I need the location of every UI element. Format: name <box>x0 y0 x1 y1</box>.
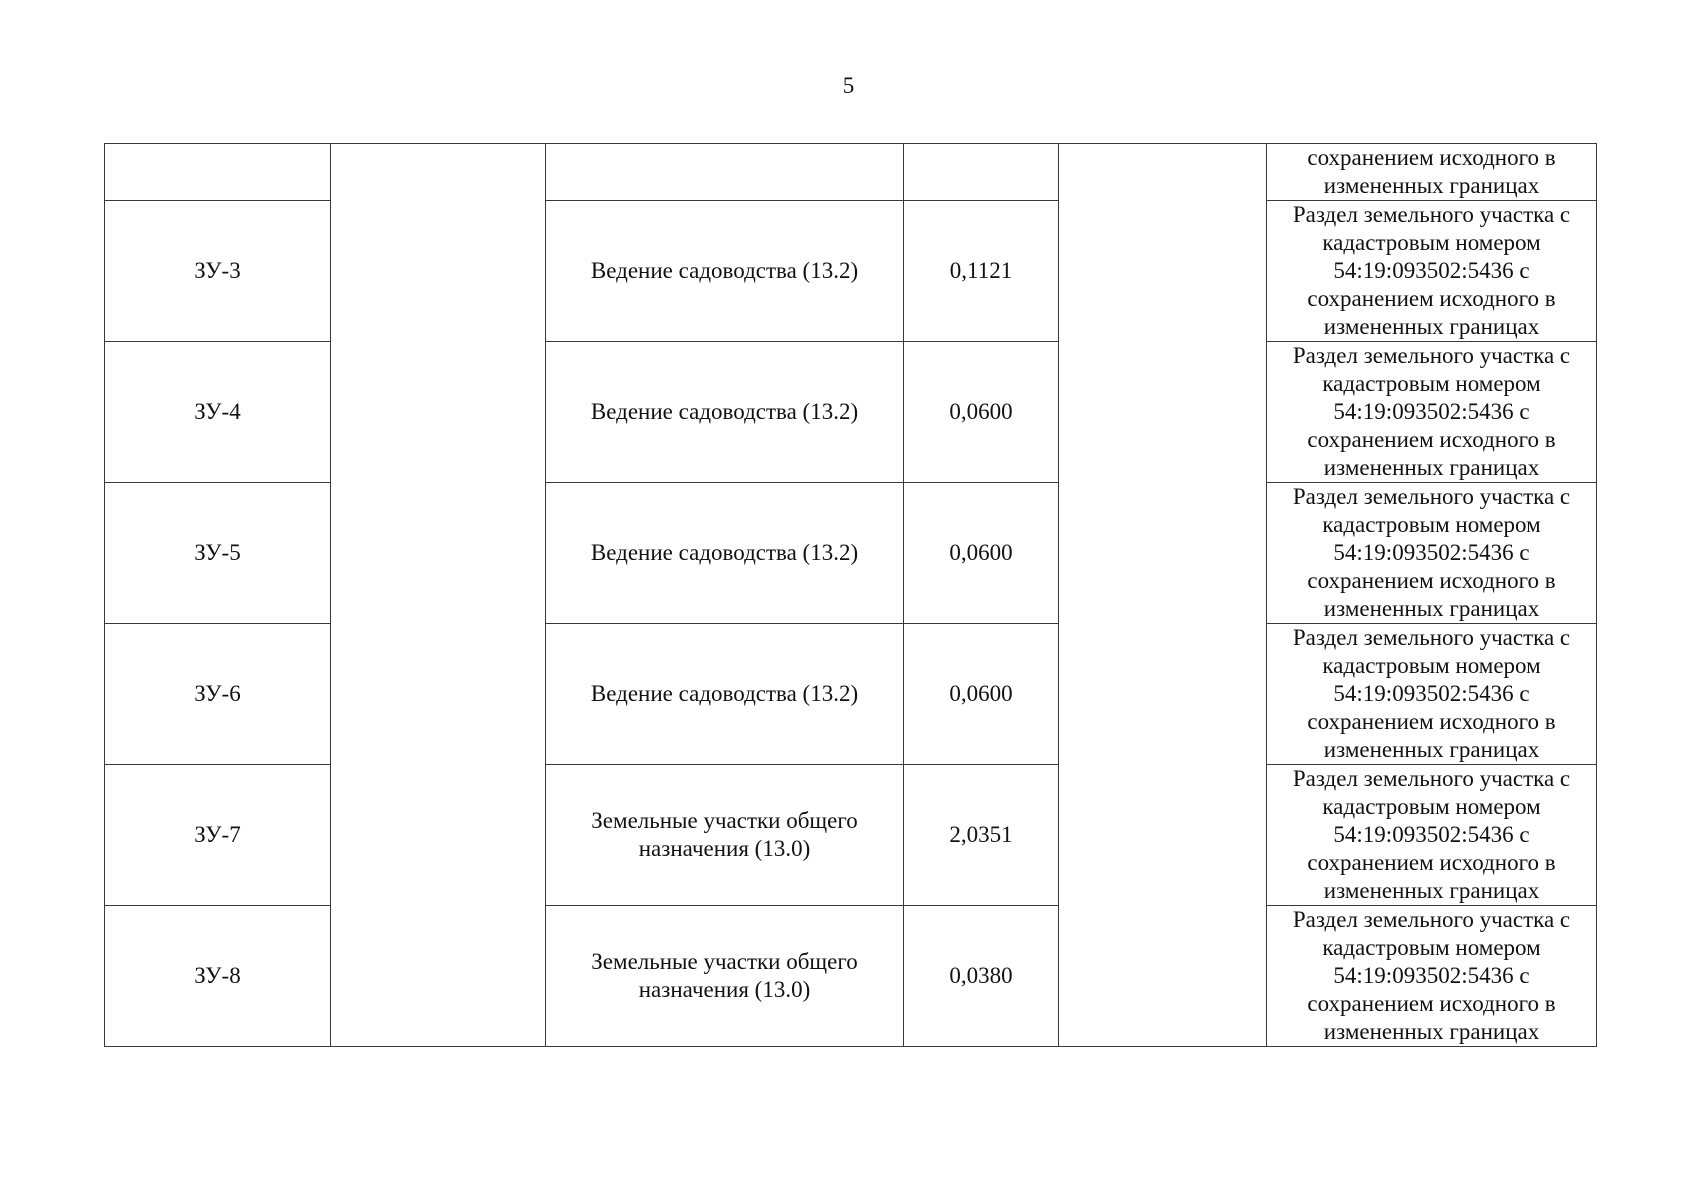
formation-method-cell: Раздел земельного участка с кадастровым номером 54:19:093502:5436 с сохранением исходного в измененных границах <box>1267 765 1597 906</box>
table-row <box>105 483 1597 624</box>
area-cell: 2,0351 <box>904 765 1059 906</box>
permitted-use-cell: Ведение садоводства (13.2) <box>546 342 904 483</box>
plot-id-cell: ЗУ-3 <box>105 201 331 342</box>
plot-id-cell: ЗУ-4 <box>105 342 331 483</box>
formation-method-cell: Раздел земельного участка с кадастровым номером 54:19:093502:5436 с сохранением исходного в измененных границах <box>1267 906 1597 1047</box>
formation-method-cell: Раздел земельного участка с кадастровым номером 54:19:093502:5436 с сохранением исходного в измененных границах <box>1267 342 1597 483</box>
plot-id-cell: ЗУ-8 <box>105 906 331 1047</box>
formation-method-cell: Раздел земельного участка с кадастровым номером 54:19:093502:5436 с сохранением исходного в измененных границах <box>1267 483 1597 624</box>
table-row <box>105 201 1597 342</box>
permitted-use-cell: Ведение садоводства (13.2) <box>546 624 904 765</box>
area-cell: 0,0380 <box>904 906 1059 1047</box>
plot-id-cell: ЗУ-6 <box>105 624 331 765</box>
table-row <box>105 765 1597 906</box>
table-row <box>105 906 1597 1047</box>
merged-empty-column-cell <box>1059 144 1267 1047</box>
permitted-use-cell: Земельные участки общего назначения (13.0) <box>546 906 904 1047</box>
permitted-use-cell: Ведение садоводства (13.2) <box>546 483 904 624</box>
formation-method-cell: Раздел земельного участка с кадастровым номером 54:19:093502:5436 с сохранением исходного в измененных границах <box>1267 624 1597 765</box>
permitted-use-cell: Земельные участки общего назначения (13.0) <box>546 765 904 906</box>
area-cell: 0,0600 <box>904 624 1059 765</box>
permitted-use-cell <box>546 144 904 201</box>
plot-id-cell: ЗУ-7 <box>105 765 331 906</box>
page-number: 5 <box>842 73 855 98</box>
permitted-use-cell: Ведение садоводства (13.2) <box>546 201 904 342</box>
table-row-continuation <box>105 144 1597 201</box>
formation-method-cell: Раздел земельного участка с кадастровым номером 54:19:093502:5436 с сохранением исходного в измененных границах <box>1267 201 1597 342</box>
formation-method-cell: сохранением исходного в измененных границах <box>1267 144 1597 201</box>
area-cell: 0,0600 <box>904 483 1059 624</box>
plot-id-cell: ЗУ-5 <box>105 483 331 624</box>
area-cell: 0,0600 <box>904 342 1059 483</box>
area-cell: 0,1121 <box>904 201 1059 342</box>
area-cell <box>904 144 1059 201</box>
merged-empty-column-cell <box>331 144 546 1047</box>
land-plots-table <box>104 143 1597 1047</box>
table-row <box>105 342 1597 483</box>
table-row <box>105 624 1597 765</box>
plot-id-cell <box>105 144 331 201</box>
